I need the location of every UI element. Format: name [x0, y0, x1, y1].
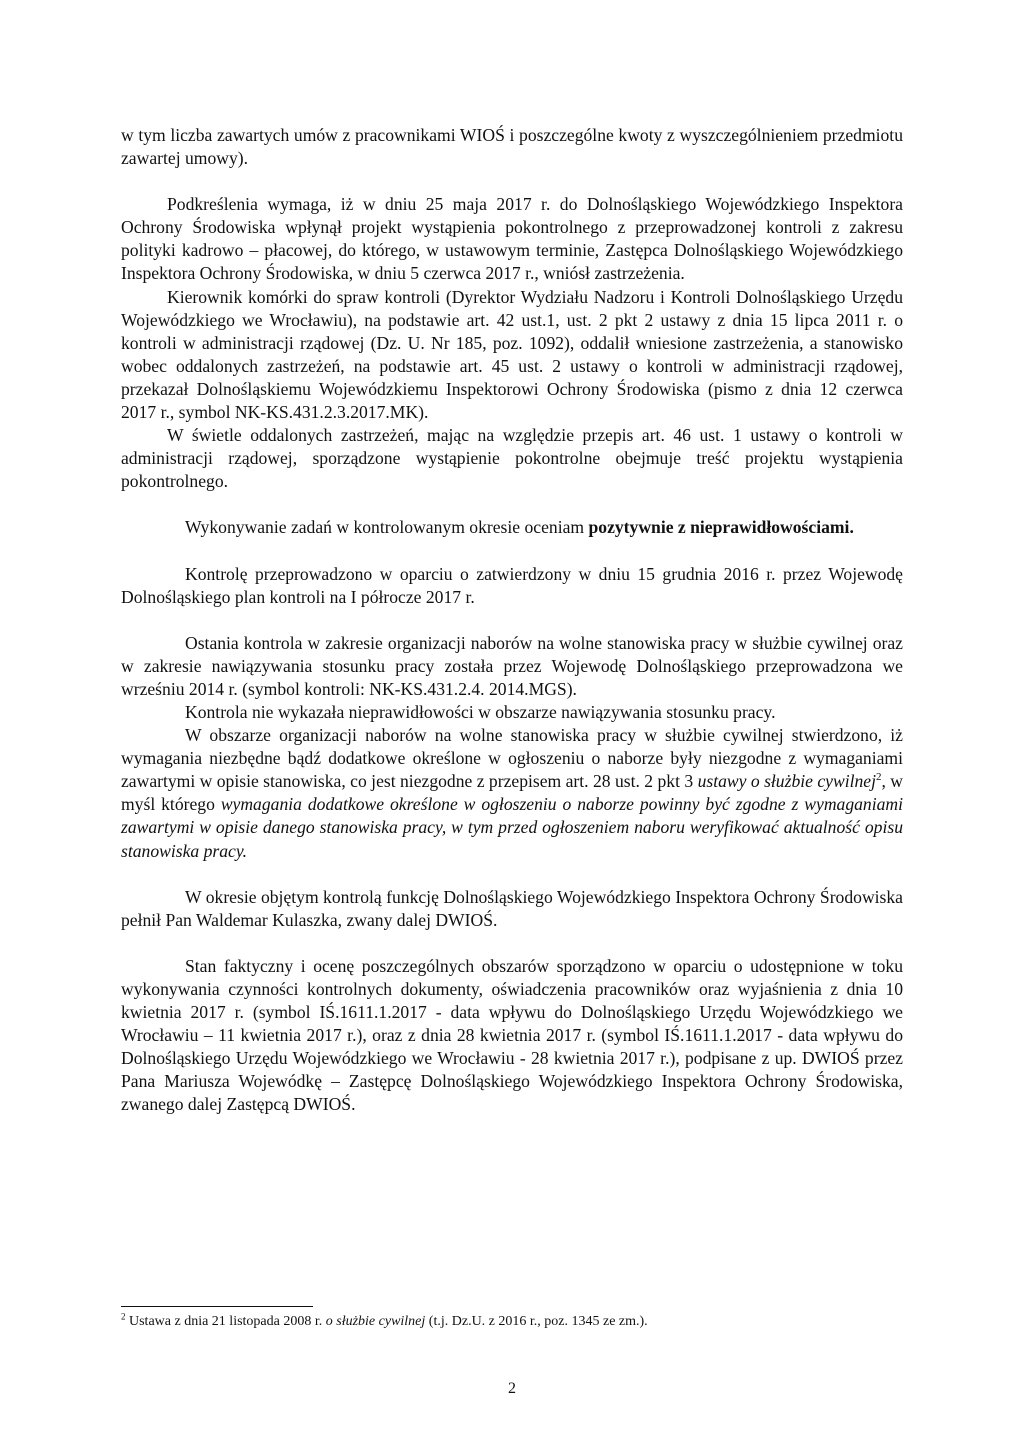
paragraph-factual-state: Stan faktyczny i ocenę poszczególnych obszarów sporządzono w oparciu o udostępnione w toku wykonywania czynności kontrolnych dokumenty, oświadczenia pracowników oraz wyjaśnienia z dnia 10 kwietnia 2017 r. (symbol IŚ.1611.1.2017 - data wpływu do Dolnośląskiego Urzędu Wojewódzkiego we Wrocławiu – 11 kwietnia 2017 r.), oraz z dnia 28 kwietnia 2017 r. (symbol IŚ.1611.1.2017 - data wpływu do Dolnośląskiego Urzędu Wojewódzkiego we Wrocławiu - 28 kwietnia 2017 r.), podpisane z up. DWIOŚ przez Pana Mariusza Wojewódkę – Zastępcę Dolnośląskiego Wojewódzkiego Inspektora Ochrony Środowiska, zwanego dalej Zastępcą DWIOŚ.: [121, 955, 903, 1115]
footnote-text-b: (t.j. Dz.U. z 2016 r., poz. 1345 ze zm.).: [425, 1314, 648, 1329]
recruitment-quote: wymagania dodatkowe określone w ogłoszeniu o naborze powinny być zgodne z wymaganiami zawartymi w opisie danego stanowiska pracy, w tym przed ogłoszeniem naboru weryfikować aktualność opisu stanowiska pracy.: [121, 794, 903, 861]
footnote-number: 2: [121, 1311, 126, 1322]
recruitment-act-title: ustawy o służbie cywilnej: [697, 771, 876, 792]
paragraph-assessment: [121, 516, 903, 539]
paragraph-3: Kierownik komórki do spraw kontroli (Dyrektor Wydziału Nadzoru i Kontroli Dolnośląskiego Urzędu Wojewódzkiego we Wrocławiu), na podstawie art. 42 ust.1, ust. 2 pkt 2 ustawy z dnia 15 lipca 2011 r. o kontroli w administracji rządowej (Dz. U. Nr 185, poz. 1092), oddalił wniesione zastrzeżenia, a stanowisko wobec oddalonych zastrzeżeń, na podstawie art. 45 ust. 2 ustawy o kontroli w administracji rządowej, przekazał Dolnośląskiemu Wojewódzkiemu Inspektorowi Ochrony Środowiska (pismo z dnia 12 czerwca 2017 r., symbol NK-KS.431.2.3.2017.MK).: [121, 286, 903, 423]
paragraph-plan: Kontrolę przeprowadzono w oparciu o zatwierdzony w dniu 15 grudnia 2016 r. przez Wojewodę Dolnośląskiego plan kontroli na I półrocze 2017 r.: [121, 563, 903, 607]
paragraph-no-irregularities: Kontrola nie wykazała nieprawidłowości w obszarze nawiązywania stosunku pracy.: [185, 701, 776, 722]
footnote-divider: [121, 1306, 313, 1307]
recruitment-text-b: , w myśl którego: [121, 771, 903, 815]
page-number: 2: [508, 1380, 516, 1397]
paragraph-recruitment: [121, 724, 903, 863]
paragraph-2: Podkreślenia wymaga, iż w dniu 25 maja 2017 r. do Dolnośląskiego Wojewódzkiego Inspektora Ochrony Środowiska wpłynął projekt wystąpienia pokontrolnego z przeprowadzonej kontroli z zakresu polityki kadrowo – płacowej, do którego, w ustawowym terminie, Zastępca Dolnośląskiego Wojewódzkiego Inspektora Ochrony Środowiska, w dniu 5 czerwca 2017 r., wniósł zastrzeżenia.: [121, 194, 903, 284]
document-body: [121, 124, 903, 1116]
footnote-italic: o służbie cywilnej: [325, 1314, 426, 1329]
footnote-ref: 2: [875, 771, 882, 784]
paragraph-1: w tym liczba zawartych umów z pracownikami WIOŚ i poszczególne kwoty z wyszczególnieniem przedmiotu zawartej umowy).: [121, 125, 903, 169]
footnote: [121, 1313, 903, 1331]
footnote-text-a: Ustawa z dnia 21 listopada 2008 r.: [125, 1314, 326, 1329]
paragraph-4: W świetle oddalonych zastrzeżeń, mając na względzie przepis art. 46 ust. 1 ustawy o kontroli w administracji rządowej, sporządzone wystąpienie pokontrolne obejmuje treść projektu wystąpienia pokontrolnego.: [121, 425, 903, 492]
paragraph-inspector: W okresie objętym kontrolą funkcję Dolnośląskiego Wojewódzkiego Inspektora Ochrony Środowiska pełnił Pan Waldemar Kulaszka, zwany dalej DWIOŚ.: [121, 886, 903, 930]
recruitment-text-a: W obszarze organizacji naborów na wolne stanowiska pracy w służbie cywilnej stwierdzono, iż wymagania niezbędne bądź dodatkowe określone w ogłoszeniu o naborze były niezgodne z wymaganiami zawartymi w opisie stanowiska, co jest niezgodne z przepisem art. 28 ust. 2 pkt 3: [121, 725, 903, 792]
paragraph-last-control: Ostania kontrola w zakresie organizacji naborów na wolne stanowiska pracy w służbie cywilnej oraz w zakresie nawiązywania stosunku pracy została przez Wojewodę Dolnośląskiego przeprowadzona we wrześniu 2014 r. (symbol kontroli: NK-KS.431.2.4. 2014.MGS).: [121, 632, 903, 699]
assessment-text: Wykonywanie zadań w kontrolowanym okresie oceniam: [185, 517, 589, 538]
assessment-bold: pozytywnie z nieprawidłowościami.: [588, 517, 854, 538]
